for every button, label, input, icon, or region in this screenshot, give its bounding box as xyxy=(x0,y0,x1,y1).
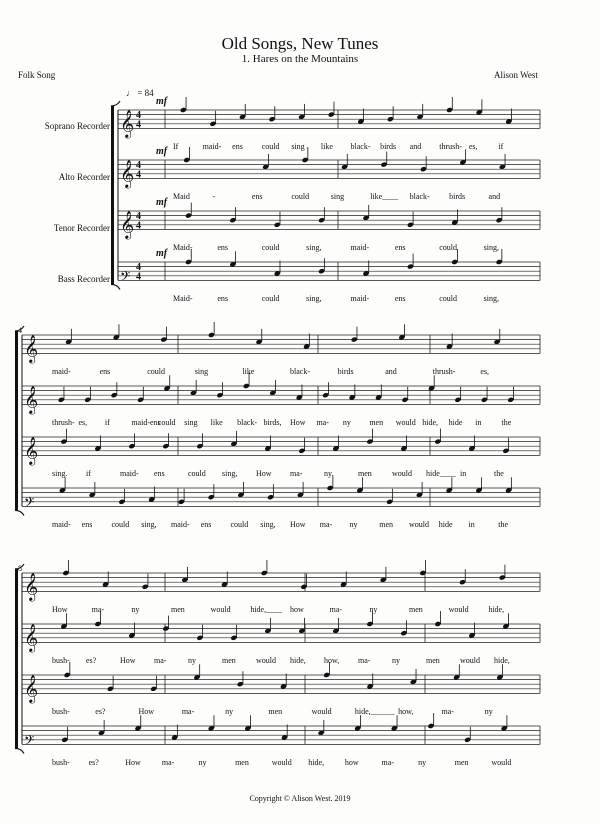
composer-label: Alison West xyxy=(494,70,538,80)
lyric-syllable: black- xyxy=(237,418,258,428)
lyric-syllable: ens xyxy=(217,294,229,304)
instrument-label-bass: Bass Recorder xyxy=(57,274,110,284)
lyric-syllable: how, xyxy=(398,707,414,717)
lyric-syllable: - xyxy=(212,192,216,202)
lyric-syllable: ny xyxy=(392,656,400,666)
lyric-syllable: could xyxy=(147,367,165,377)
lyric-syllable: ny xyxy=(225,707,234,717)
lyric-syllable: how, xyxy=(324,656,340,666)
lyric-syllable: like____ xyxy=(370,192,399,202)
lyric-syllable: es, xyxy=(78,418,88,428)
lyric-syllable: maid- xyxy=(350,243,370,253)
lyric-syllable: bush- xyxy=(52,707,70,717)
lyric-syllable: es? xyxy=(95,707,106,717)
lyric-syllable: could xyxy=(261,142,280,152)
lyric-syllable: ens xyxy=(394,294,406,304)
dynamic-marking: mf xyxy=(156,146,168,157)
lyric-syllable: hide, xyxy=(494,656,510,666)
lyric-syllable: hide, xyxy=(308,758,325,768)
lyric-syllable: bush- xyxy=(52,758,70,768)
lyric-syllable: in xyxy=(475,418,482,428)
lyric-syllable: How xyxy=(290,520,306,530)
lyric-syllable: ny xyxy=(418,758,427,768)
lyric-syllable: ma- xyxy=(381,758,394,768)
lyric-syllable: Maid- xyxy=(173,294,193,304)
system-bracket xyxy=(111,106,114,284)
lyric-syllable: could xyxy=(157,418,176,428)
time-signature-bottom: 4 xyxy=(136,169,141,181)
lyric-syllable: if xyxy=(104,418,110,428)
lyric-syllable: sing, xyxy=(141,520,157,530)
time-signature-top: 4 xyxy=(136,262,141,274)
lyric-syllable: how xyxy=(290,605,304,615)
lyric-syllable: hide xyxy=(448,418,463,428)
instrument-label-soprano: Soprano Recorder xyxy=(44,121,110,131)
treble-clef-icon: 𝄞 xyxy=(120,111,135,138)
lyric-syllable: birds xyxy=(337,367,354,377)
lyric-syllable: birds, xyxy=(263,418,282,428)
lyric-syllable: ma- xyxy=(91,605,105,615)
lyric-syllable: sing, xyxy=(306,294,322,304)
lyric-syllable: the xyxy=(501,418,512,428)
system-bracket xyxy=(15,569,18,748)
lyric-syllable: if xyxy=(498,142,504,152)
lyric-syllable: would xyxy=(395,418,416,428)
lyric-syllable: thrush- xyxy=(432,367,456,377)
time-signature-top: 4 xyxy=(136,211,141,223)
lyric-syllable: hide, xyxy=(422,418,438,428)
lyric-syllable: es? xyxy=(86,656,97,666)
dynamic-marking: mf xyxy=(156,96,168,107)
lyric-syllable: sing. xyxy=(52,469,68,479)
lyric-syllable: maid- xyxy=(171,520,190,530)
lyric-syllable: men xyxy=(358,469,372,479)
lyric-syllable: maid- xyxy=(350,294,370,304)
lyric-syllable: ma- xyxy=(181,707,195,717)
genre-label: Folk Song xyxy=(18,70,56,80)
lyric-syllable: would xyxy=(311,707,332,717)
lyric-syllable: and xyxy=(385,367,397,377)
lyric-syllable: ma- xyxy=(329,605,343,615)
instrument-label-alto: Alto Recorder xyxy=(58,172,110,182)
lyric-syllable: men xyxy=(171,605,185,615)
time-signature-top: 4 xyxy=(136,160,141,172)
lyric-syllable: men xyxy=(235,758,249,768)
lyric-syllable: men xyxy=(369,418,384,428)
lyric-syllable: would xyxy=(448,605,469,615)
copyright-notice: Copyright © Alison West. 2019 xyxy=(249,794,351,803)
lyric-syllable: sing, xyxy=(483,243,499,253)
lyric-syllable: ma- xyxy=(441,707,454,717)
lyric-syllable: like xyxy=(242,367,255,377)
bass-clef-icon: 𝄢 xyxy=(24,496,35,514)
lyric-syllable: the xyxy=(498,520,509,530)
lyric-syllable: sing xyxy=(330,192,345,202)
lyric-syllable: hide, xyxy=(488,605,505,615)
lyric-syllable: sing, xyxy=(260,520,276,530)
lyric-syllable: ny xyxy=(484,707,493,717)
lyric-syllable: would xyxy=(409,520,429,530)
lyric-syllable: would xyxy=(256,656,276,666)
lyric-syllable: ens xyxy=(232,142,243,152)
lyric-syllable: in xyxy=(460,469,467,479)
treble-clef-icon: 𝄞 xyxy=(24,336,39,363)
lyric-syllable: How xyxy=(138,707,155,717)
lyric-syllable: like xyxy=(320,142,333,152)
treble-clef-icon: 𝄞 xyxy=(120,161,135,188)
lyric-syllable: ma- xyxy=(319,520,333,530)
lyric-syllable: thrush- xyxy=(439,142,462,152)
measure-number: 8 xyxy=(18,564,22,573)
treble-clef-icon: 𝄞 xyxy=(24,625,39,652)
bracket-bottom-hook xyxy=(15,748,24,753)
lyric-syllable: ma- xyxy=(290,469,303,479)
bracket-bottom-hook xyxy=(15,510,24,515)
lyric-syllable: men xyxy=(379,520,394,530)
bracket-top-hook xyxy=(111,101,120,106)
time-signature-bottom: 4 xyxy=(136,220,141,232)
lyric-syllable: hide,______ xyxy=(354,707,395,717)
lyric-syllable: hide____ xyxy=(426,469,456,479)
lyric-syllable: ma- xyxy=(358,656,371,666)
lyric-syllable: and xyxy=(488,192,501,202)
lyric-syllable: if xyxy=(86,469,91,479)
lyric-syllable: maid- xyxy=(52,520,71,530)
lyric-syllable: could xyxy=(291,192,310,202)
lyric-syllable: men xyxy=(222,656,236,666)
lyric-syllable: ny xyxy=(188,656,196,666)
lyric-syllable: Maid- xyxy=(173,243,193,253)
lyric-syllable: black- xyxy=(409,192,430,202)
lyric-syllable: maid-ens xyxy=(131,418,161,428)
lyric-syllable: men xyxy=(426,656,440,666)
lyric-syllable: ens xyxy=(81,520,93,530)
bass-clef-icon: 𝄢 xyxy=(24,734,35,752)
tempo-marking: ♩ = 84 xyxy=(126,88,154,98)
lyric-syllable: sing xyxy=(291,142,305,152)
lyric-syllable: men xyxy=(454,758,469,768)
lyric-syllable: hide, xyxy=(290,656,306,666)
lyric-syllable: birds xyxy=(380,142,397,152)
lyric-syllable: maid- xyxy=(202,142,222,152)
lyric-syllable: ny xyxy=(324,469,332,479)
lyric-syllable: would xyxy=(210,605,231,615)
lyric-syllable: es? xyxy=(88,758,99,768)
lyric-syllable: sing xyxy=(194,367,209,377)
lyric-syllable: would xyxy=(460,656,480,666)
dynamic-marking: mf xyxy=(156,248,168,259)
time-signature-top: 4 xyxy=(136,110,141,122)
lyric-syllable: ens xyxy=(394,243,406,253)
measure-number: 4 xyxy=(18,326,22,335)
lyric-syllable: in xyxy=(468,520,475,530)
lyric-syllable: like xyxy=(210,418,223,428)
dynamic-marking: mf xyxy=(156,197,168,208)
lyric-syllable: ny xyxy=(369,605,378,615)
lyric-syllable: the xyxy=(494,469,504,479)
lyric-syllable: how xyxy=(344,758,359,768)
lyric-syllable: ny xyxy=(131,605,140,615)
lyric-syllable: could xyxy=(111,520,130,530)
lyric-syllable: maid- xyxy=(52,367,71,377)
lyric-syllable: men xyxy=(409,605,423,615)
page-subtitle: 1. Hares on the Mountains xyxy=(241,53,359,65)
lyric-syllable: black- xyxy=(290,367,310,377)
lyric-syllable: hide,____ xyxy=(250,605,283,615)
treble-clef-icon: 𝄞 xyxy=(24,438,39,465)
system-bracket xyxy=(15,331,18,510)
bracket-bottom-hook xyxy=(111,284,120,289)
lyric-syllable: ens xyxy=(154,469,165,479)
lyric-syllable: ens xyxy=(99,367,111,377)
lyric-syllable: would xyxy=(491,758,512,768)
page-title: Old Songs, New Tunes xyxy=(221,34,379,53)
lyric-syllable: If xyxy=(173,142,179,152)
lyric-syllable: sing, xyxy=(483,294,499,304)
treble-clef-icon: 𝄞 xyxy=(24,574,39,601)
lyric-syllable: ny xyxy=(342,418,351,428)
lyric-syllable: ens xyxy=(200,520,212,530)
lyric-syllable: ny xyxy=(349,520,358,530)
lyric-syllable: ens xyxy=(217,243,229,253)
time-signature-bottom: 4 xyxy=(136,119,141,131)
lyric-syllable: How xyxy=(290,418,306,428)
treble-clef-icon: 𝄞 xyxy=(24,387,39,414)
lyric-syllable: sing, xyxy=(222,469,238,479)
lyric-syllable: ny xyxy=(198,758,207,768)
lyric-syllable: es, xyxy=(480,367,490,377)
lyric-syllable: ens xyxy=(251,192,263,202)
lyric-syllable: hide xyxy=(438,520,453,530)
instrument-label-tenor: Tenor Recorder xyxy=(53,223,110,233)
lyric-syllable: birds xyxy=(449,192,466,202)
lyric-syllable: could xyxy=(230,520,249,530)
lyric-syllable: bush- xyxy=(52,656,70,666)
lyric-syllable: could xyxy=(261,294,280,304)
lyric-syllable: could xyxy=(439,294,458,304)
treble-clef-icon: 𝄞 xyxy=(24,676,39,703)
bass-clef-icon: 𝄢 xyxy=(120,270,131,288)
lyric-syllable: ma- xyxy=(316,418,329,428)
lyric-syllable: Maid xyxy=(173,192,190,202)
lyric-syllable: ma- xyxy=(154,656,167,666)
lyric-syllable: How xyxy=(120,656,136,666)
treble-clef-icon: 𝄞 xyxy=(120,212,135,239)
lyric-syllable: How xyxy=(52,605,68,615)
lyric-syllable: sing, xyxy=(306,243,322,253)
lyric-syllable: How xyxy=(125,758,141,768)
lyric-syllable: How xyxy=(256,469,272,479)
time-signature-bottom: 4 xyxy=(136,271,141,283)
lyric-syllable: maid- xyxy=(120,469,139,479)
lyric-syllable: men xyxy=(268,707,283,717)
lyric-syllable: could xyxy=(188,469,206,479)
lyric-syllable: could xyxy=(439,243,458,253)
lyric-syllable: could xyxy=(261,243,280,253)
lyric-syllable: black- xyxy=(350,142,371,152)
lyric-syllable: sing xyxy=(184,418,198,428)
lyric-syllable: ma- xyxy=(161,758,175,768)
lyric-syllable: and xyxy=(409,142,422,152)
lyric-syllable: es, xyxy=(468,142,478,152)
lyric-syllable: thrush- xyxy=(52,418,75,428)
lyric-syllable: would xyxy=(271,758,292,768)
lyric-syllable: would xyxy=(392,469,412,479)
